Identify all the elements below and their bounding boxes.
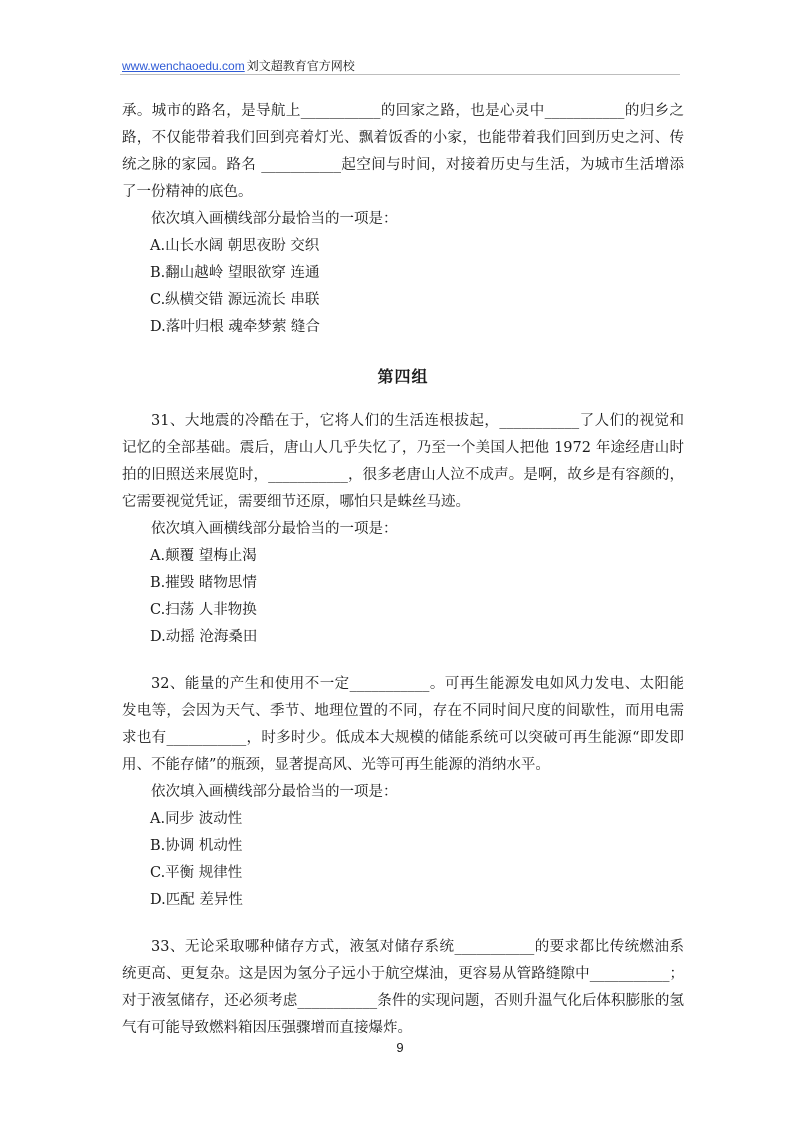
question-text: 承。城市的路名，是导航上___________的回家之路，也是心灵中___________的归乡之路，不仅能带着我们回到亮着灯光、飘着饭香的小家，也能带着我们回到历史之河、传统之脉的家园。路名 ___________起空间与时间，对接着历史与生活，为城市生活增添了一份精神的底色。 [122, 103, 684, 200]
question-33 [122, 934, 684, 1042]
question-text: 33、无论采取哪种储存方式，液氢对储存系统___________的要求都比传统燃油系统更高、更复杂。这是因为氢分子远小于航空煤油，更容易从管路缝隙中___________；对于液氢储存，还必须考虑___________条件的实现问题，否则升温气化后体积膨胀的氢气有可能导致燃料箱因压强骤增而直接爆炸。 [122, 939, 684, 1036]
option-a: A.同步 波动性 [150, 811, 243, 827]
question-32 [122, 671, 684, 914]
header-url-link[interactable]: www.wenchaoedu.com [122, 59, 245, 73]
page-header [122, 57, 355, 74]
question-prompt: 依次填入画横线部分最恰当的一项是： [151, 211, 398, 227]
option-d: D.匹配 差异性 [150, 892, 243, 908]
option-b: B.翻山越岭 望眼欲穿 连通 [150, 265, 320, 281]
option-b: B.摧毁 睹物思情 [150, 575, 257, 591]
document-body [122, 98, 684, 1042]
page-number: 9 [396, 1040, 404, 1055]
question-30-tail [122, 98, 684, 341]
option-a: A.山长水阔 朝思夜盼 交织 [150, 238, 320, 254]
option-d: D.动摇 沧海桑田 [150, 629, 258, 645]
question-prompt: 依次填入画横线部分最恰当的一项是： [151, 521, 398, 537]
option-c: C.平衡 规律性 [150, 865, 243, 881]
option-a: A.颠覆 望梅止渴 [150, 548, 257, 564]
option-b: B.协调 机动性 [150, 838, 243, 854]
header-school-name: 刘文超教育官方网校 [246, 59, 355, 73]
question-prompt: 依次填入画横线部分最恰当的一项是： [151, 784, 398, 800]
option-c: C.纵横交错 源远流长 串联 [150, 292, 320, 308]
option-d: D.落叶归根 魂牵梦萦 缝合 [150, 319, 320, 335]
question-text: 32、能量的产生和使用不一定___________。可再生能源发电如风力发电、太阳能发电等，会因为天气、季节、地理位置的不同，存在不同时间尺度的间歇性，而用电需求也有___________，时多时少。低成本大规模的储能系统可以突破可再生能源“即发即用、不能存储”的瓶颈，显著提高风、光等可再生能源的消纳水平。 [122, 676, 684, 773]
section-title: 第四组 [377, 367, 429, 386]
question-text: 31、大地震的冷酷在于，它将人们的生活连根拔起，___________了人们的视觉和记忆的全部基础。震后，唐山人几乎失忆了，乃至一个美国人把他 1972 年途经唐山时拍的旧照送来展览时，___________，很多老唐山人泣不成声。是啊，故乡是有容颜的，它需要视觉凭证，需要细节还原，哪怕只是蛛丝马迹。 [122, 413, 684, 510]
option-c: C.扫荡 人非物换 [150, 602, 257, 618]
header-divider [120, 74, 680, 75]
question-31 [122, 408, 684, 651]
